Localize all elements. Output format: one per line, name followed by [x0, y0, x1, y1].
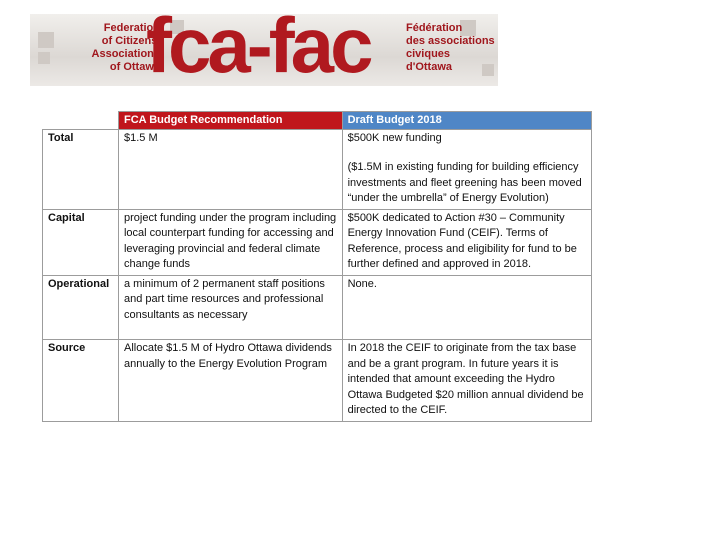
- draft-cell-text: $500K new funding: [347, 131, 442, 144]
- draft-cell: None.: [342, 275, 591, 340]
- row-label: Operational: [43, 275, 119, 340]
- logo-english-line: of Citizens': [101, 35, 160, 47]
- row-label: Total: [43, 129, 119, 209]
- table-header-row: [43, 112, 592, 130]
- row-label: Source: [43, 340, 119, 422]
- logo-english-line: Associations: [91, 48, 160, 60]
- table-row-capital: [43, 209, 592, 275]
- draft-cell-note: ($1.5M in existing funding for building efficiency investments and fleet greening has been moved “under the umbrella” of Energy Evolution): [347, 161, 582, 204]
- logo-wordmark: fca-fac: [146, 14, 370, 86]
- fca-cell: $1.5 M: [118, 129, 342, 209]
- header-fca-recommendation: FCA Budget Recommendation: [118, 112, 342, 130]
- fca-cell: project funding under the program including local counterpart funding for accessing and leveraging provincial and federal climate change funds: [118, 209, 342, 275]
- logo-english-line: of Ottawa: [109, 61, 160, 73]
- table-row-source: [43, 340, 592, 422]
- fca-cell: a minimum of 2 permanent staff positions and part time resources and professional consultants as necessary: [118, 275, 342, 340]
- header-blank-cell: [43, 112, 119, 130]
- draft-cell: [342, 129, 591, 209]
- draft-cell: $500K dedicated to Action #30 – Community Energy Innovation Fund (CEIF). Terms of Reference, process and eligibility for fund to be further defined and approved in 2018.: [342, 209, 591, 275]
- budget-comparison-table: [42, 111, 592, 422]
- logo-english-name: [60, 22, 160, 74]
- logo-french-line: Fédération: [406, 22, 463, 34]
- logo-french-line: d'Ottawa: [406, 61, 453, 73]
- logo-english-line: Federation: [103, 22, 160, 34]
- table-row-total: [43, 129, 592, 209]
- header-draft-budget: Draft Budget 2018: [342, 112, 591, 130]
- fca-cell: Allocate $1.5 M of Hydro Ottawa dividends annually to the Energy Evolution Program: [118, 340, 342, 422]
- logo-french-name: [406, 22, 498, 74]
- table-row-operational: [43, 275, 592, 340]
- draft-cell: In 2018 the CEIF to originate from the tax base and be a grant program. In future years it is intended that amount exceeding the Hydro Ottawa Budgeted $20 million annual dividend be directed to the CEIF.: [342, 340, 591, 422]
- logo-french-line: civiques: [406, 48, 451, 60]
- row-label: Capital: [43, 209, 119, 275]
- logo-french-line: des associations: [406, 35, 495, 47]
- fca-fac-logo-banner: [30, 14, 498, 86]
